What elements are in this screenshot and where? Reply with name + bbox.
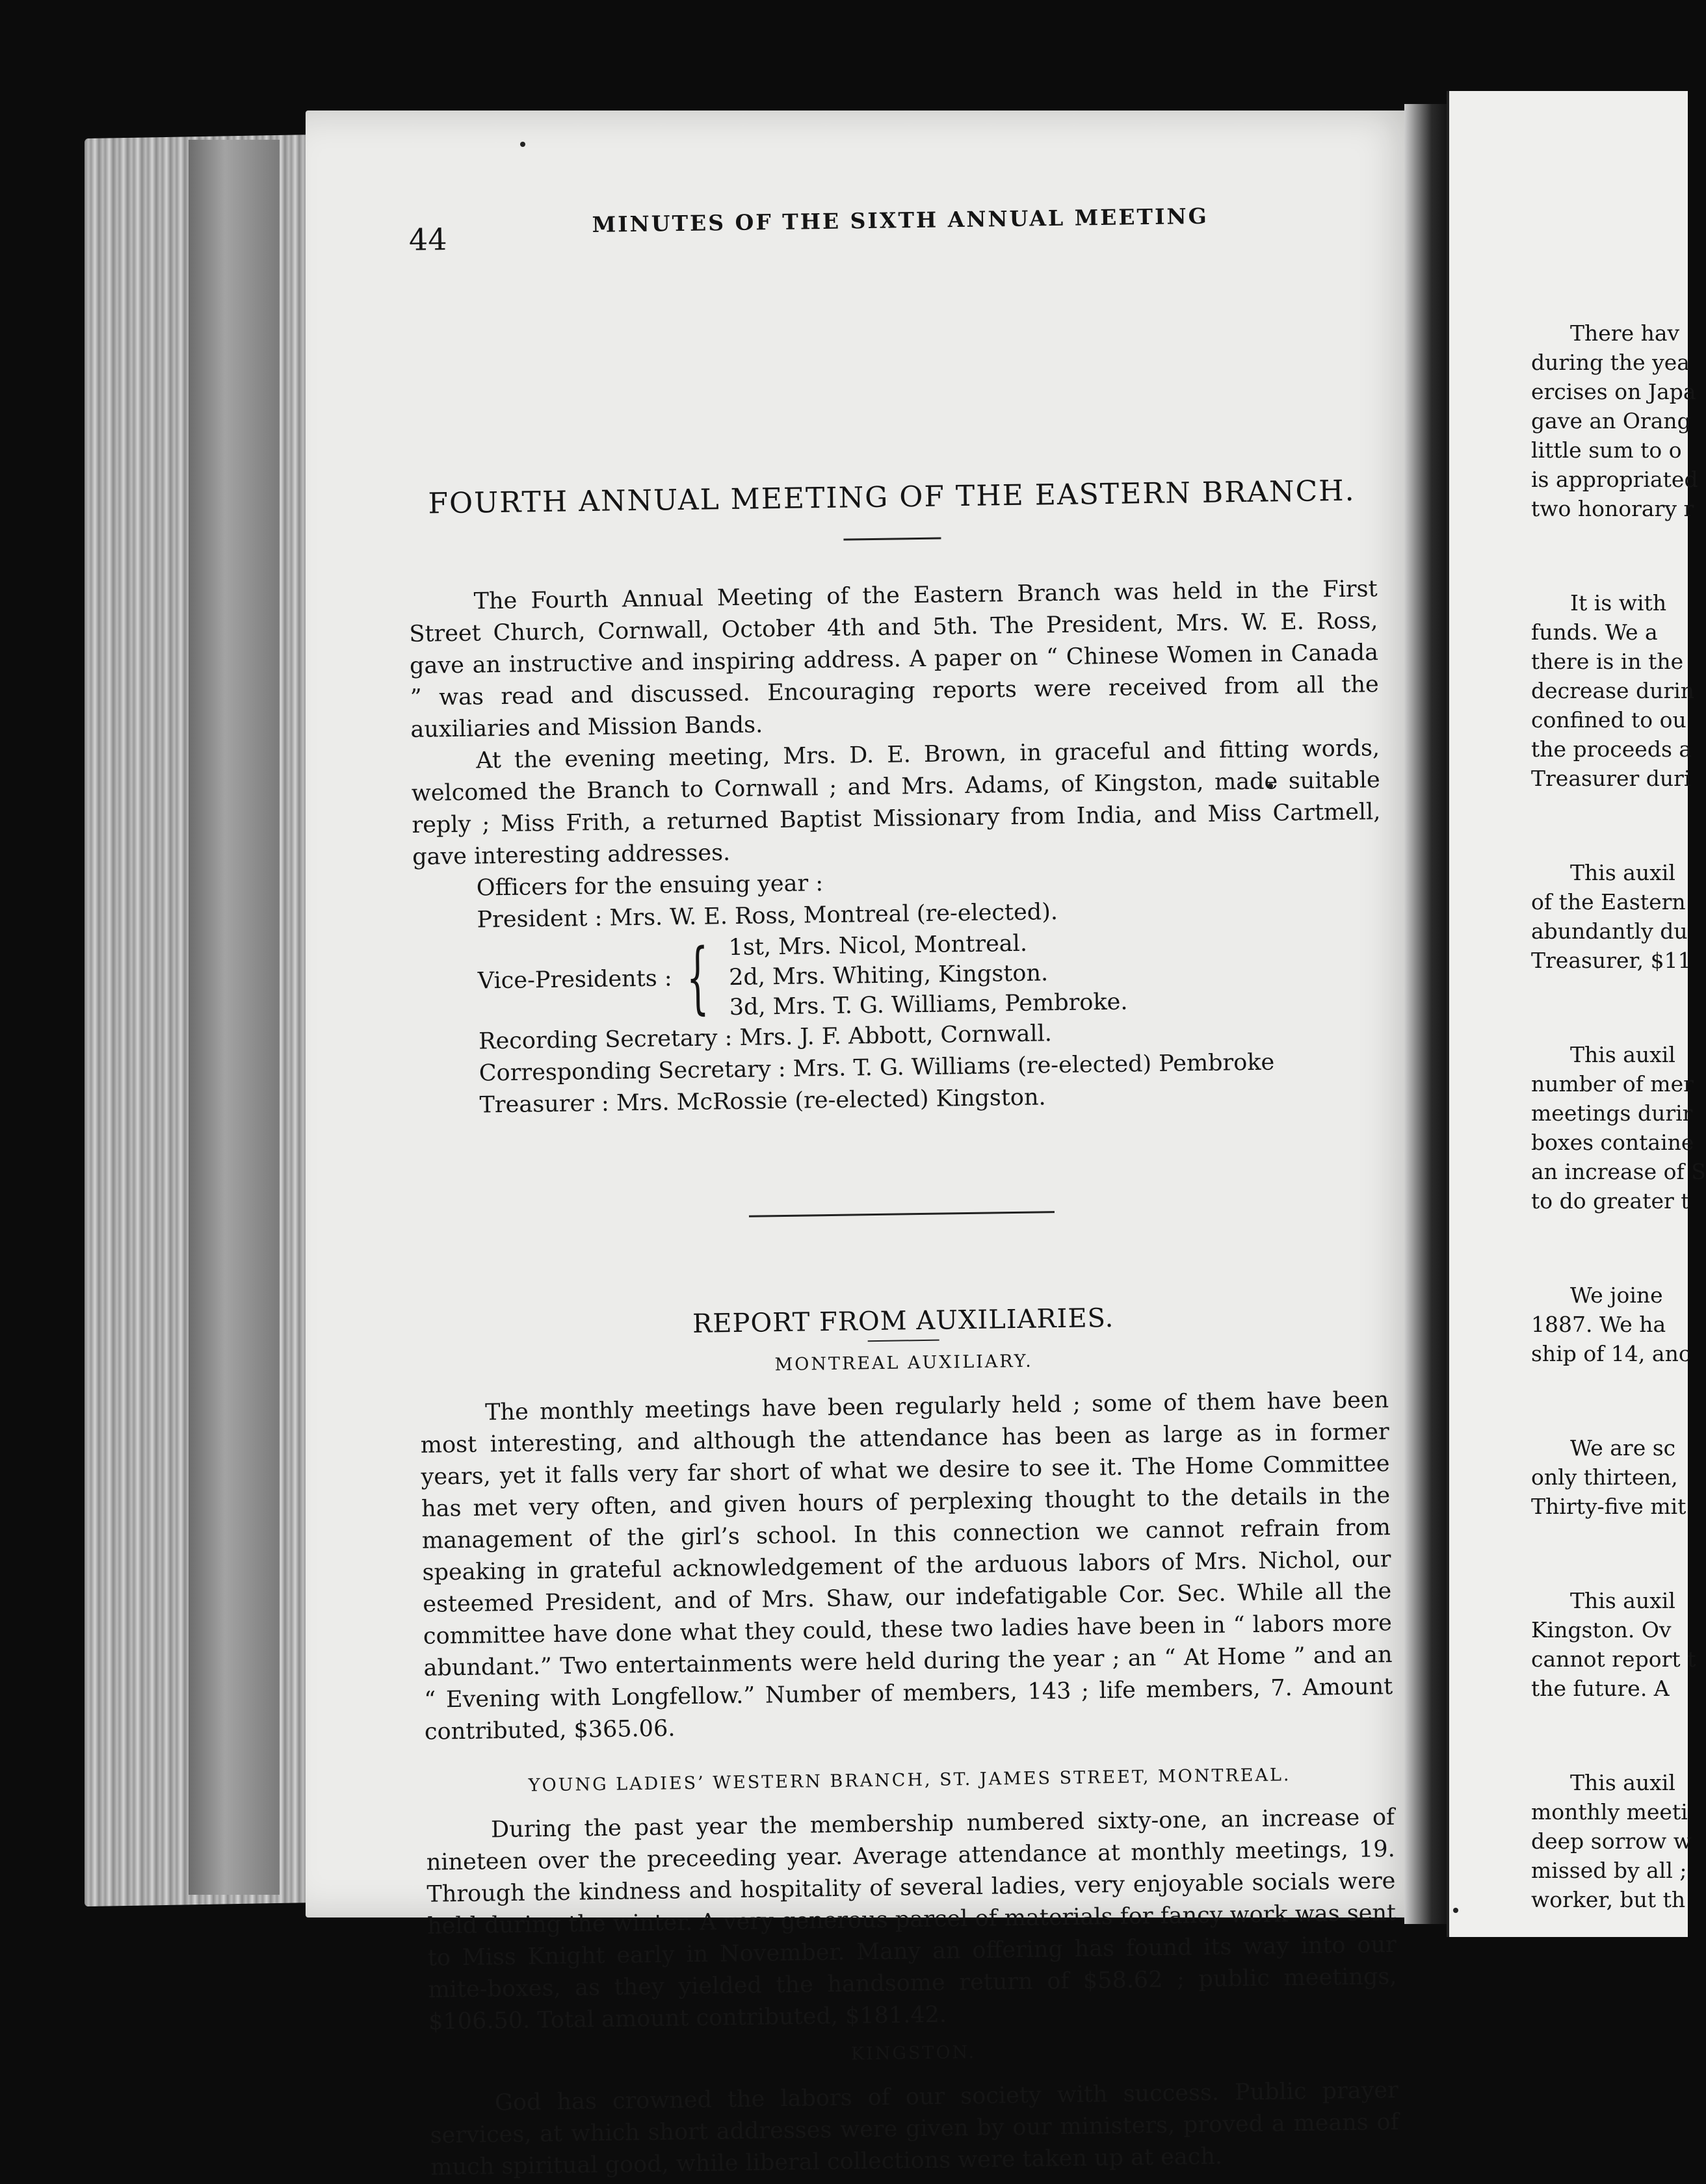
officer-recording-secretary: Recording Secretary : Mrs. J. F. Abbott, Cornwall. xyxy=(478,1020,1053,1055)
vice-presidents-list xyxy=(728,928,1128,1023)
montreal-report: The monthly meetings have been regularly held ; some of them have been most interesting, and although the attendance has been as large as in former years, yet it falls very far short of what we desire to see it. The Home Committee has met very often, and given hours of perplexing thought to the details in the management of the girl’s school. In this connection we cannot refrain from speaking in grateful acknowledgement of the arduous labors of Mrs. Nichol, our esteemed President, and of Mrs. Shaw, our indefatigable Cor. Sec. While all the committee have done what they could, these two ladies have been in “ labors more abundant.” Two entertainments were held during the year ; an “ At Home ” and an “ Evening with Longfellow.” Number of members, 143 ; life members, 7. Amount contributed, $365.06. xyxy=(420,1387,1393,1745)
young-ladies-report: During the past year the membership numbered sixty-one, an increase of nineteen over the preceeding year. Average attendance at monthly meetings, 19. Through the kindness and hospitality of several ladies, very enjoyable socials were held during the winter. A very generous parcel of materials for fancy work was sent to Miss Knight early in November. Many an offering has found its way into our mite-boxes, as they yielded the handsome return of $58.62 ; public meetings, $106.50. Total amount contributed, $181.42. xyxy=(426,1804,1397,2035)
auxiliaries-title: REPORT FROM AUXILIARIES. xyxy=(692,1303,1114,1339)
vice-presidents-label: Vice-Presidents : xyxy=(477,965,672,994)
vice-president-item: 1st, Mrs. Nicol, Montreal. xyxy=(728,930,1028,961)
right-page-line: Thirty-five mit xyxy=(1531,1494,1686,1519)
left-page-content xyxy=(403,181,1400,2184)
right-page-paragraph xyxy=(1531,318,1698,523)
eastern-branch-para-1: The Fourth Annual Meeting of the Eastern Branch was held in the First Street Church, Cornwall, October 4th and 5th. The President, Mrs. W. E. Ross, gave an instructive and inspiring address. A paper on “ Chinese Women in Canada ” was read and discussed. Encouraging reports were received from all the auxiliaries and Mission Bands. xyxy=(409,576,1379,743)
right-page-line: cannot report t xyxy=(1531,1646,1696,1672)
right-page-line: gave an Orang xyxy=(1531,408,1691,434)
right-page-line: number of mer xyxy=(1531,1071,1694,1097)
young-ladies-heading: YOUNG LADIES’ WESTERN BRANCH, ST. JAMES STREET, MONTREAL. xyxy=(528,1765,1291,1796)
eastern-branch-title: FOURTH ANNUAL MEETING OF THE EASTERN BRANCH. xyxy=(428,474,1356,521)
print-speck xyxy=(1453,1908,1458,1913)
officer-treasurer: Treasurer : Mrs. McRossie (re-elected) Kingston. xyxy=(479,1084,1046,1119)
right-page-line: There hav xyxy=(1570,320,1680,346)
right-page-line: We are sc xyxy=(1570,1435,1676,1461)
right-page-content xyxy=(1531,318,1706,1979)
right-page-line: monthly meeti xyxy=(1531,1799,1688,1825)
right-page-paragraph xyxy=(1531,1040,1706,1216)
right-page-line: worker, but th xyxy=(1531,1887,1686,1912)
right-page-paragraph xyxy=(1531,1280,1691,1368)
running-title: MINUTES OF THE SIXTH ANNUAL MEETING xyxy=(592,203,1209,237)
right-page-line: boxes containe xyxy=(1531,1130,1694,1155)
right-page-line: This auxil xyxy=(1570,1042,1675,1067)
auxiliaries-rule xyxy=(868,1340,939,1342)
vice-president-item: 3d, Mrs. T. G. Williams, Pembroke. xyxy=(729,989,1128,1021)
right-page-line: This auxil xyxy=(1570,1588,1675,1613)
montreal-heading: MONTREAL AUXILIARY. xyxy=(774,1351,1033,1375)
right-page-line: to do greater t xyxy=(1531,1188,1690,1214)
right-page-line: funds. We a xyxy=(1531,619,1658,645)
right-page-line: two honorary r xyxy=(1531,496,1694,521)
right-page-line: there is in the xyxy=(1531,649,1684,674)
section-divider xyxy=(749,1211,1055,1217)
right-page-line: This auxil xyxy=(1570,860,1675,885)
right-page-line: Kingston. Ov xyxy=(1531,1617,1672,1643)
right-page-line: This auxil xyxy=(1570,1770,1675,1795)
officer-corresponding-secretary: Corresponding Secretary : Mrs. T. G. Williams (re-elected) Pembroke xyxy=(479,1049,1275,1087)
right-page-line: 1887. We ha xyxy=(1531,1312,1666,1337)
right-page-line: Treasurer, $11 xyxy=(1531,948,1692,973)
brace-icon: { xyxy=(685,932,710,1024)
right-page-line: We joine xyxy=(1570,1282,1663,1308)
print-speck xyxy=(520,142,525,147)
right-page-line: only thirteen, xyxy=(1531,1464,1678,1490)
officer-president: President : Mrs. W. E. Ross, Montreal (re-elected). xyxy=(477,899,1058,933)
right-page-paragraph xyxy=(1531,1586,1696,1703)
right-page-line: Treasurer duri xyxy=(1531,766,1691,791)
right-page-line: of the Eastern xyxy=(1531,889,1686,915)
right-page-line: abundantly du xyxy=(1531,918,1688,944)
page-edges-shadow xyxy=(189,140,280,1895)
right-page-paragraph xyxy=(1531,1768,1692,1914)
right-page-line: It is with xyxy=(1570,590,1667,616)
right-page-line: confined to ou xyxy=(1531,707,1686,733)
right-page-paragraph xyxy=(1531,1433,1685,1521)
kingston-heading: KINGSTON. xyxy=(850,2042,977,2064)
right-page-line: deep sorrow w xyxy=(1531,1828,1692,1854)
right-page-line: meetings durir xyxy=(1531,1100,1693,1126)
right-page-line: the proceeds a xyxy=(1531,736,1692,762)
eastern-branch-para-2: At the evening meeting, Mrs. D. E. Brown, in graceful and fitting words, welcomed the Branch to Cornwall ; and Mrs. Adams, of Kingston, made suitable reply ; Miss Frith, a returned Baptist Missionary from India, and Miss Cartmell, gave interesting addresses. xyxy=(411,735,1381,870)
page-number: 44 xyxy=(408,222,447,257)
right-page-line: missed by all ; xyxy=(1531,1858,1687,1883)
right-page-line: during the yea xyxy=(1531,350,1690,375)
running-head xyxy=(403,181,1372,266)
vice-president-item: 2d, Mrs. Whiting, Kingston. xyxy=(728,960,1049,991)
kingston-report: God has crowned the labors of our society with success. Public prayer services, at which short addresses were given by our ministers, proved a means of much spiritual good, while liberal collections were taken up at each. xyxy=(430,2077,1399,2181)
vice-presidents xyxy=(477,924,1384,1026)
right-page-line: decrease durin xyxy=(1531,678,1695,703)
officers-list xyxy=(477,860,1385,1121)
officers-heading: Officers for the ensuing year : xyxy=(476,870,824,902)
right-page-line: ercises on Japa xyxy=(1531,379,1696,404)
right-page-paragraph xyxy=(1531,588,1695,793)
right-page-line: an increase of S xyxy=(1531,1159,1706,1184)
book-gutter xyxy=(1404,104,1450,1924)
right-page-line: little sum to o xyxy=(1531,437,1682,463)
right-page-line: is appropriated xyxy=(1531,467,1698,492)
right-page-paragraph xyxy=(1531,858,1692,975)
right-page-line: the future. A xyxy=(1531,1676,1670,1701)
right-page-line: ship of 14, anc xyxy=(1531,1341,1691,1366)
title-rule xyxy=(843,537,941,540)
